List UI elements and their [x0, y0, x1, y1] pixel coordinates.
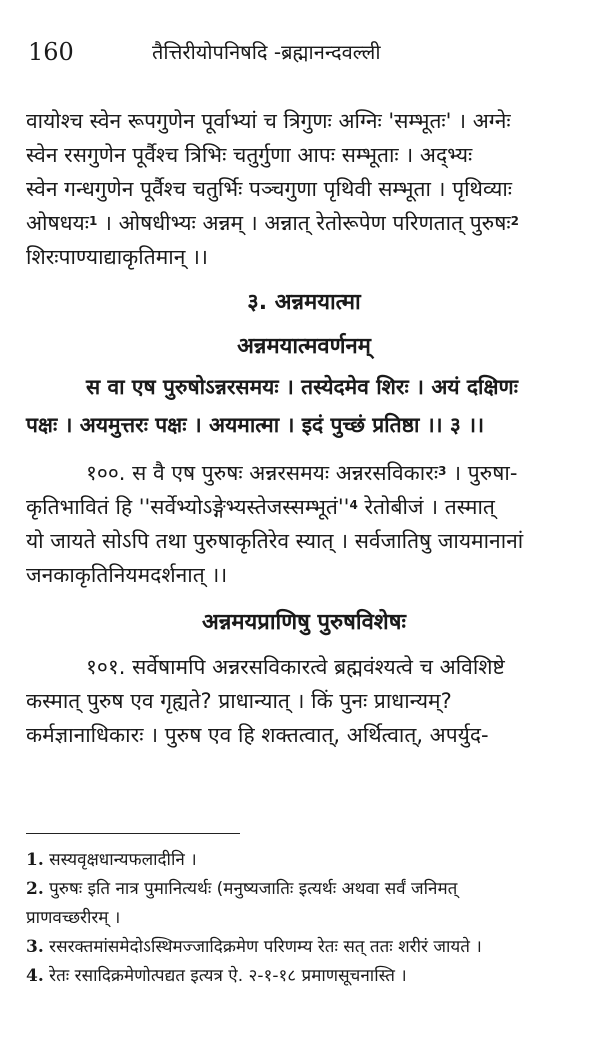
text-line: जनकाकृतिनियमदर्शनात् ।। — [26, 563, 228, 587]
footnote-ref: 4 — [349, 498, 358, 512]
footnote-text: प्राणवच्छरीरम् । — [26, 908, 121, 928]
text-line: यो जायते सोऽपि तथा पुरुषाकृतिरेव स्यात् । सर्वजातिषु जायमानानां — [26, 529, 524, 553]
section-heading: ३. अन्नमयात्मा — [247, 290, 361, 315]
footnote — [26, 875, 586, 904]
footnote-number: 2. — [26, 879, 44, 899]
footnote-text: रेतः रसादिक्रमेणोत्पद्यत इत्यत्र ऐ. २-१-१८ प्रमाणसूचनास्ति । — [49, 966, 407, 986]
text-line — [26, 456, 582, 490]
footnote-ref: 1 — [88, 214, 98, 228]
text-span: । ओषधीभ्यः अन्नम् । अन्नात् रेतोरूपेण परिणतात् पुरुषः — [104, 211, 511, 235]
spacer — [26, 444, 582, 456]
commentary-paragraph-2 — [26, 456, 582, 592]
footnote-ref: 2 — [510, 214, 519, 228]
text-line: १०१. सर्वेषामपि अन्नरसविकारत्वे ब्रह्मवंश्यत्वे च अविशिष्टे — [86, 655, 505, 679]
page-header — [28, 38, 588, 72]
sub-heading: अन्नमयप्राणिषु पुरुषविशेषः — [202, 610, 406, 635]
footnote-text: पुरुषः इति नात्र पुमानित्यर्थः (मनुष्यजातिः इत्यर्थः अथवा सर्वं जनिमत् — [49, 879, 458, 899]
text-span: १००. स वै एष पुरुषः अन्नरसमयः अन्नरसविकारः — [86, 461, 439, 485]
footnote — [26, 846, 586, 875]
footnote-number: 3. — [26, 937, 44, 957]
text-line: स्वेन रसगुणेन पूर्वैश्च त्रिभिः चतुर्गुणा आपः सम्भूताः । अद्भ्यः — [26, 143, 473, 167]
footnote-ref: 3 — [438, 464, 447, 478]
verse-line: स वा एष पुरुषोऽन्नरसमयः । तस्येदमेव शिरः । अयं दक्षिणः — [86, 375, 518, 399]
footnote-text: सस्यवृक्षधान्यफलादीनि । — [49, 850, 197, 870]
text-span: । पुरुषा- — [453, 461, 518, 485]
footnote-continuation — [26, 904, 586, 933]
running-title: तैत्तिरीयोपनिषदि -ब्रह्मानन्दवल्ली — [152, 40, 381, 64]
footnote — [26, 962, 586, 991]
text-line — [26, 206, 582, 240]
text-line: शिरःपाण्याद्याकृतिमान् ।। — [26, 245, 208, 269]
footnote-divider — [26, 833, 240, 834]
footnote — [26, 933, 586, 962]
text-span: कृतिभावितं हि ''सर्वेभ्योऽङ्गेभ्यस्तेजस्सम्भूतं'' — [26, 495, 350, 519]
footnote-number: 4. — [26, 966, 44, 986]
text-line: कर्मज्ञानाधिकारः । पुरुष एव हि शक्तत्वात्, अर्थित्वात्, अपर्युद- — [26, 723, 489, 747]
text-line: कस्मात् पुरुष एव गृह्यते? प्राधान्यात् । किं पुनः प्राधान्यम्? — [26, 689, 452, 713]
text-span: रेतोबीजं । तस्मात् — [357, 495, 495, 519]
commentary-paragraph-3 — [26, 650, 582, 752]
footnote-text: रसरक्तमांसमेदोऽस्थिमज्जादिक्रमेण परिणम्य रेतः सत् ततः शरीरं जायते । — [49, 937, 482, 957]
text-line: वायोश्च स्वेन रूपगुणेन पूर्वाभ्यां च त्रिगुणः अग्निः 'सम्भूतः' । अग्नेः — [26, 109, 511, 133]
footnotes — [26, 846, 586, 991]
text-line: स्वेन गन्धगुणेन पूर्वैश्च चतुर्भिः पञ्चगुणा पृथिवी सम्भूता । पृथिव्याः — [26, 177, 513, 201]
sub-heading: अन्नमयात्मवर्णनम् — [237, 334, 371, 359]
page-number: 160 — [28, 38, 74, 66]
verse-line: पक्षः । अयमुत्तरः पक्षः । अयमात्मा । इदं पुच्छं प्रतिष्ठा ।। ३ ।। — [26, 413, 485, 437]
text-span: ओषधयः — [26, 211, 89, 235]
footnote-number: 1. — [26, 850, 44, 870]
commentary-paragraph-1 — [26, 104, 582, 274]
page-body — [26, 104, 582, 752]
mantra-verse — [26, 368, 582, 444]
text-line — [26, 490, 582, 524]
